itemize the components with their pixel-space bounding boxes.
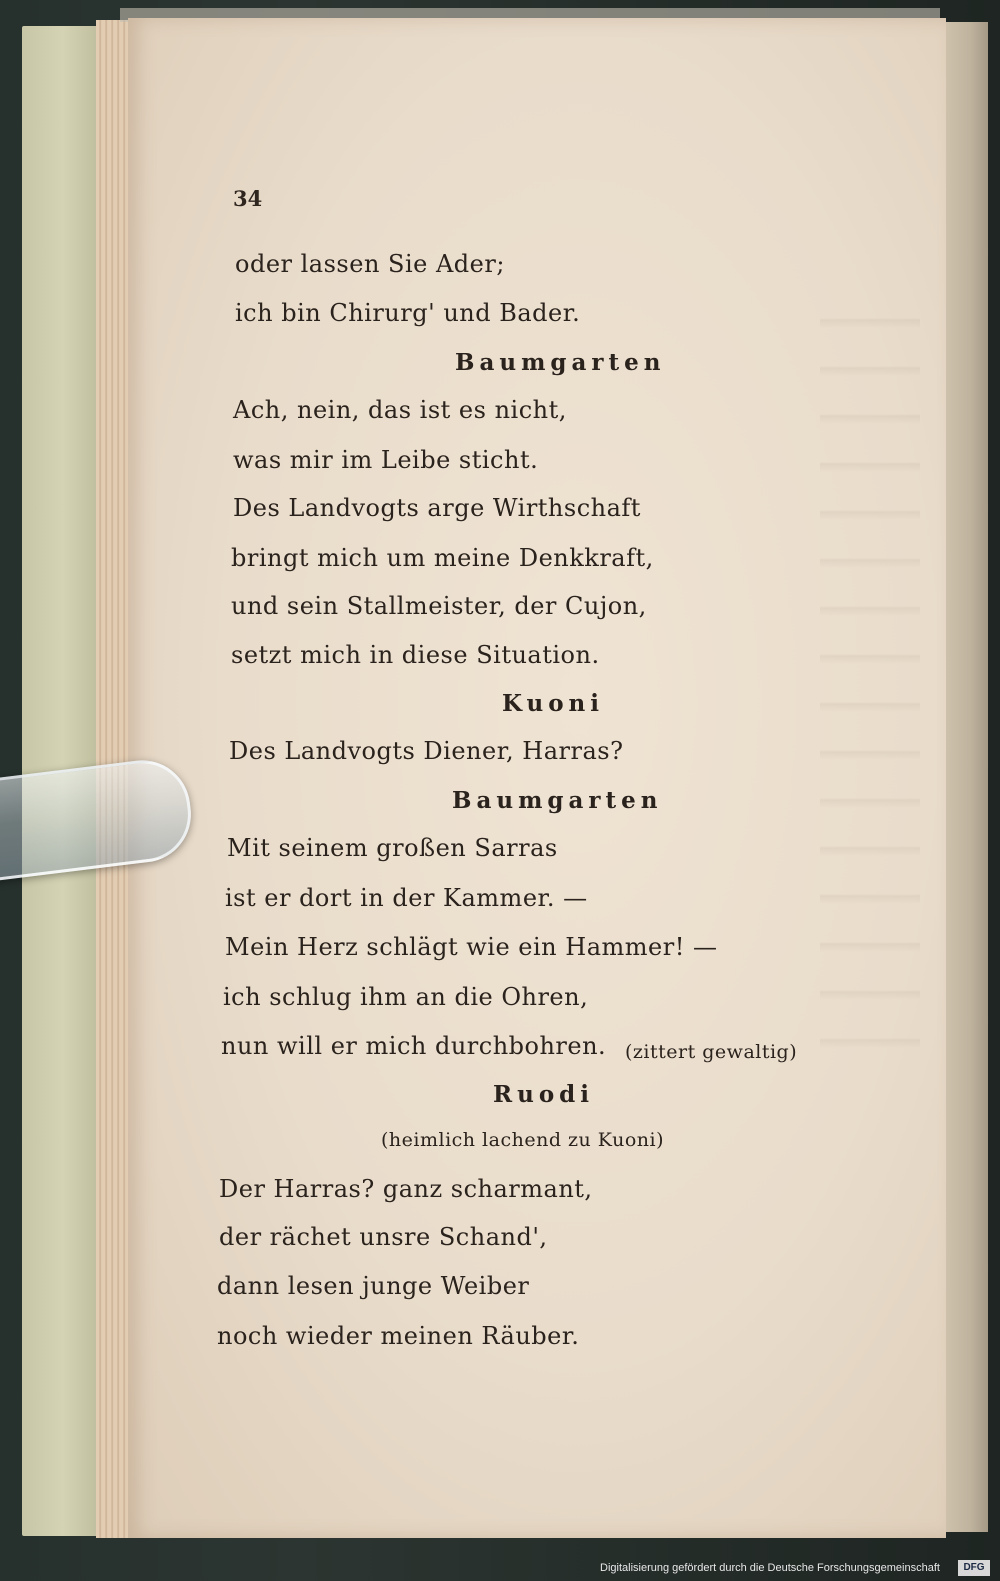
- stage-direction: (heimlich lachend zu Kuoni): [381, 1129, 664, 1151]
- verse-line: Der Harras? ganz scharmant,: [219, 1175, 593, 1203]
- verse-line: noch wieder meinen Räuber.: [217, 1322, 580, 1350]
- stage-direction: (zittert gewaltig): [625, 1041, 798, 1063]
- verse-line: oder lassen Sie Ader;: [235, 250, 505, 278]
- verse-line: Mein Herz schlägt wie ein Hammer! —: [225, 933, 718, 961]
- verse-line: ist er dort in der Kammer. —: [225, 884, 588, 912]
- speaker-name: Kuoni: [502, 690, 605, 717]
- verse-line: und sein Stallmeister, der Cujon,: [231, 592, 647, 620]
- page-number: 34: [233, 186, 263, 211]
- speaker-name: Baumgarten: [452, 787, 663, 814]
- verse-line: ich bin Chirurg' und Bader.: [235, 299, 581, 327]
- verse-line: dann lesen junge Weiber: [217, 1272, 530, 1300]
- verse-line: Des Landvogts Diener, Harras?: [229, 737, 624, 765]
- verse-line: was mir im Leibe sticht.: [233, 446, 539, 474]
- speaker-name: Baumgarten: [455, 349, 666, 376]
- verse-line: setzt mich in diese Situation.: [231, 641, 600, 669]
- verse-line: der rächet unsre Schand',: [219, 1223, 548, 1251]
- digitization-credit: Digitalisierung gefördert durch die Deutsche Forschungsgemeinschaft: [600, 1562, 940, 1574]
- speaker-name: Ruodi: [493, 1081, 594, 1108]
- verse-line: ich schlug ihm an die Ohren,: [223, 983, 589, 1011]
- verse-line: Des Landvogts arge Wirthschaft: [233, 494, 641, 522]
- right-page-edge: [944, 22, 988, 1532]
- show-through-bleed: [820, 280, 920, 1060]
- verse-line: nun will er mich durchbohren.: [221, 1032, 607, 1060]
- verse-line: Ach, nein, das ist es nicht,: [233, 396, 567, 424]
- verse-line: Mit seinem großen Sarras: [227, 834, 558, 862]
- verse-line: bringt mich um meine Denkkraft,: [231, 544, 654, 572]
- dfg-logo: DFG: [958, 1560, 990, 1576]
